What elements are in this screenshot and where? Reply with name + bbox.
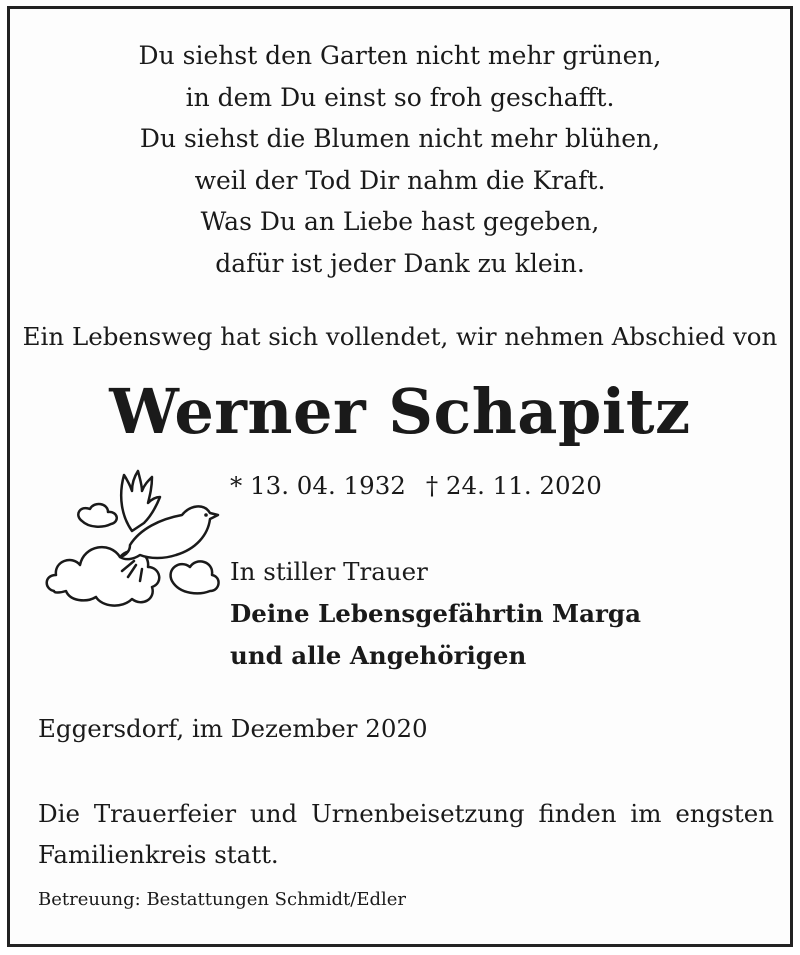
poem-line: in dem Du einst so froh geschafft.	[185, 82, 615, 112]
mourner-partner: Deine Lebensgefährtin Marga	[230, 599, 641, 628]
farewell-intro: Ein Lebensweg hat sich vollendet, wir nehmen Abschied von	[22, 322, 778, 351]
poem-line: Was Du an Liebe hast gegeben,	[200, 207, 600, 236]
mourners	[230, 551, 641, 677]
poem-line: dafür ist jeder Dank zu klein.	[215, 248, 585, 278]
death-date: † 24. 11. 2020	[425, 471, 602, 500]
place-date: Eggersdorf, im Dezember 2020	[38, 714, 428, 743]
poem-line: weil der Tod Dir nahm die Kraft.	[194, 165, 606, 195]
funeral-notice	[38, 793, 774, 875]
obituary-frame	[7, 6, 793, 947]
deceased-name: Werner Schapitz	[109, 375, 691, 448]
birth-date: * 13. 04. 1932	[230, 471, 406, 500]
poem-line: Du siehst die Blumen nicht mehr blühen,	[139, 124, 661, 153]
notice-line: Die Trauerfeier und Urnenbeisetzung finden im engsten	[38, 799, 774, 828]
poem	[10, 35, 790, 284]
poem-line: Du siehst den Garten nicht mehr grünen,	[138, 41, 662, 70]
dove-on-clouds-icon	[34, 449, 234, 614]
mourner-family: und alle Angehörigen	[230, 641, 527, 670]
life-dates	[230, 471, 602, 500]
mourning-phrase: In stiller Trauer	[230, 557, 428, 586]
notice-line: Familienkreis statt.	[38, 840, 279, 869]
funeral-home-credit: Betreuung: Bestattungen Schmidt/Edler	[38, 889, 407, 910]
